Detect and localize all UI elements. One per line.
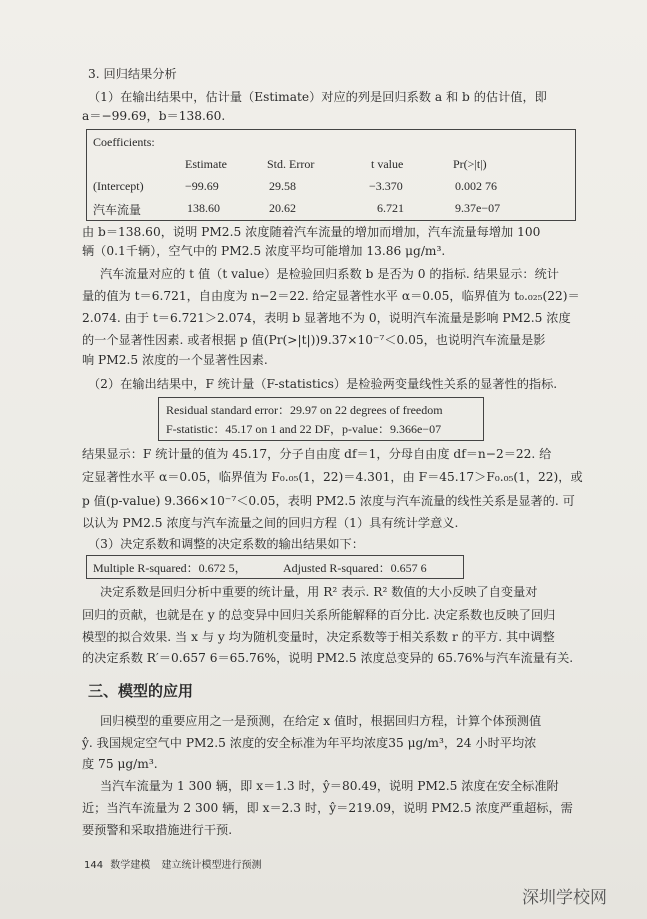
r-squared-box (86, 555, 464, 579)
paragraph-line: ŷ. 我国规定空气中 PM2.5 浓度的安全标准为年平均浓度35 μg/m³，24 小时平均浓 (82, 736, 537, 750)
paragraph-line: 要预警和采取措施进行干预. (82, 823, 233, 837)
table-title: Coefficients: (93, 135, 155, 149)
paragraph-line: 定显著性水平 α＝0.05，临界值为 F₀.₀₅(1，22)＝4.301，由 F＝45.17＞F₀.₀₅(1，22)，或 (82, 470, 583, 484)
page-footer (84, 856, 261, 871)
paragraph-line: 辆（0.1千辆），空气中的 PM2.5 浓度平均可能增加 13.86 μg/m³. (82, 244, 446, 258)
paragraph-line: 回归模型的重要应用之一是预测，在给定 x 值时，根据回归方程，计算个体预测值 (100, 714, 542, 728)
paragraph-line: 结果显示：F 统计量的值为 45.17，分子自由度 df＝1，分母自由度 df＝n−2＝22. 给 (82, 447, 552, 461)
paragraph-line: 决定系数是回归分析中重要的统计量，用 R² 表示. R² 数值的大小反映了自变量对 (100, 585, 538, 599)
coefficients-table (86, 129, 576, 221)
row-label: 汽车流量 (93, 203, 142, 217)
column-header: t value (371, 157, 404, 171)
column-header: Estimate (185, 157, 227, 171)
table-cell: −3.370 (369, 179, 403, 193)
column-header: Pr(>|t|) (453, 157, 487, 171)
page-number: 144 (84, 860, 104, 871)
watermark: 深圳学校网 (522, 888, 607, 908)
paragraph-line: a＝−99.69，b＝138.60. (82, 109, 226, 123)
paragraph-line: 的一个显著性因素. 或者根据 p 值(Pr(>|t|))9.37×10⁻⁷＜0.05，也说明汽车流量是影 (82, 333, 546, 347)
adjusted-r-squared: Adjusted R-squared：0.657 6 (283, 561, 427, 575)
table-cell: 9.37e−07 (455, 201, 501, 215)
paragraph-line: 以认为 PM2.5 浓度与汽车流量之间的回归方程（1）具有统计学意义. (82, 516, 459, 530)
paragraph-line: 当汽车流量为 1 300 辆，即 x＝1.3 时，ŷ＝80.49，说明 PM2.5 浓度在安全标准附 (100, 779, 559, 793)
table-cell: 0.002 76 (455, 179, 497, 193)
section-heading: 3. 回归结果分析 (88, 67, 177, 81)
paragraph-line: p 值(p-value) 9.366×10⁻⁷＜0.05，表明 PM2.5 浓度与汽车流量的线性关系是显著的. 可 (82, 494, 575, 508)
paragraph-line: 2.074. 由于 t＝6.721＞2.074，表明 b 显著地不为 0，说明汽车流量是影响 PM2.5 浓度 (82, 311, 571, 325)
paragraph-line: 近；当汽车流量为 2 300 辆，即 x＝2.3 时，ŷ＝219.09，说明 PM2.5 浓度严重超标，需 (82, 801, 573, 815)
paragraph-line: 汽车流量对应的 t 值（t value）是检验回归系数 b 是否为 0 的指标. 结果显示：统计 (100, 267, 559, 281)
column-header: Std. Error (267, 157, 315, 171)
f-statistic-box (158, 397, 484, 441)
paragraph-line: （3）决定系数和调整的决定系数的输出结果如下： (88, 537, 364, 551)
paragraph-line: 模型的拟合效果. 当 x 与 y 均为随机变量时，决定系数等于相关系数 r 的平方. 其中调整 (82, 630, 555, 644)
paragraph-line: （2）在输出结果中，F 统计量（F-statistics）是检验两变量线性关系的显著性的指标. (88, 377, 558, 391)
paragraph-line: 量的值为 t＝6.721，自由度为 n−2＝22. 给定显著性水平 α＝0.05，临界值为 t₀.₀₂₅(22)＝ (82, 289, 580, 303)
section-title: 三、模型的应用 (88, 682, 194, 700)
row-label: (Intercept) (93, 179, 144, 193)
table-cell: 6.721 (377, 201, 404, 215)
table-cell: −99.69 (185, 179, 219, 193)
table-cell: 29.58 (269, 179, 296, 193)
paragraph-line: 响 PM2.5 浓度的一个显著性因素. (82, 353, 268, 367)
chapter-title: 建立统计模型进行预测 (161, 860, 262, 871)
paragraph-line: 度 75 μg/m³. (82, 757, 158, 771)
f-statistic-line: F-statistic：45.17 on 1 and 22 DF，p-value：9.366e−07 (166, 422, 442, 436)
paragraph-line: 由 b＝138.60，说明 PM2.5 浓度随着汽车流量的增加而增加，汽车流量每增加 100 (82, 225, 541, 239)
multiple-r-squared: Multiple R-squared：0.672 5， (93, 561, 247, 575)
paragraph-line: 回归的贡献，也就是在 y 的总变异中回归关系所能解释的百分比. 决定系数也反映了回归 (82, 608, 556, 622)
paragraph-line: （1）在输出结果中，估计量（Estimate）对应的列是回归系数 a 和 b 的估计值，即 (88, 90, 547, 104)
book-title: 数学建模 (110, 860, 151, 871)
table-cell: 20.62 (269, 201, 296, 215)
table-cell: 138.60 (187, 201, 220, 215)
residual-error-line: Residual standard error：29.97 on 22 degrees of freedom (166, 403, 443, 417)
paragraph-line: 的决定系数 R′＝0.657 6＝65.76%，说明 PM2.5 浓度总变异的 65.76%与汽车流量有关. (82, 651, 574, 665)
